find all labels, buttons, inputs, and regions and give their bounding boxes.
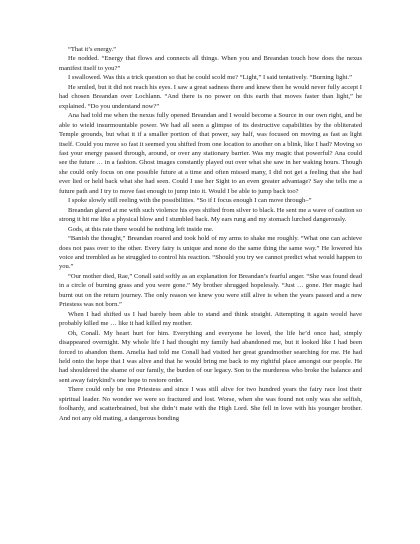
paragraph: “Our mother died, Rae,” Conall said softly as an explanation for Breandan’s fearful anger. “She was found dead in a circle of burning grass and you were gone.” My brother shrugged hopelessly. “Just … gone. Her magic had burnt out on the return journey. The only reason we knew you were still alive is when the years passed and a new Priestess was not born.” [59,272,362,309]
paragraph: I spoke slowly still reeling with the possibilities. “So if I focus enough I can move through–” [68,197,312,205]
paragraph: Breandan glared at me with such violence his eyes shifted from silver to black. He sent me a wave of caution so strong it hit me like a physical blow and I stumbled back. My ears rung and my stomach lurched dangerously. [59,206,362,224]
paragraph: When I had shifted us I had barely been able to stand and think straight. Attempting it again would have probably killed me … like it had killed my mother. [59,310,362,328]
paragraph: Oh, Conall. My heart hurt for him. Everything and everyone he loved, the life he’d once had, simply disappeared overnight. My whole life I had thought my family had abandoned me, but it looked like I had been forced to abandon them. Amelia had told me Conall had visited her great grandmother searching for me. He had held onto the hope that I was alive and that he would bring me back to my rightful place amongst our people. He had shouldered the shame of our family, the burden of our legacy. Son to the murderess who broke the balance and sent away fairykind’s one hope to restore order. [59,329,362,384]
paragraph: He nodded. “Energy that flows and connects all things. When you and Breandan touch how does the nexus manifest itself to you?” [59,55,362,72]
paragraph: “Banish the thought,” Breandan roared and took hold of my arms to shake me roughly. “What one can achieve does not pass over to the other. Every fairy is unique and none do the same thing the same way.” He lowered his voice and trembled as he struggled to control his reaction. “Should you try we cannot predict what would happen to you.” [59,235,362,271]
paragraph: I swallowed. Was this a trick question so that he could scold me? “Light,” I said tentatively. “Burning light.” [68,74,353,82]
paragraph: Gods, at this rate there would be nothing left inside me. [68,225,214,233]
paragraph: Ana had told me when the nexus fully opened Breandan and I would become a Source in our own right, and be able to wield insurmountable power. We had all seen a glimpse of its destructive capabilities by the obliterated Temple grounds, but what it if a smaller portion of that power, say half, was focused on moving as fast as light itself. Could you move so fast it seemed you shifted from one location to another on a blink, like I had? Moving so fast your energy passed through, around, or over any stationary barrier. Was my magic that powerful? Ana could see the future … in a fashion. Ghost images constantly played out over what she saw in her waking hours. Though she could only focus on one possible future at a time and often missed many, I did not get a feeling that she had ever lied or held back what she had seen. Could I use her Sight to an even greater advantage? Say she tells me a future path and I try to move fast enough to jump into it. Would I be able to jump back too? [59,112,362,195]
paragraph: He smiled, but it did not reach his eyes. I saw a great sadness there and knew then he would never fully accept I had chosen Breandan over Lochlann. “And there is no power on this earth that moves faster than light,” he explained. “Do you understand now?” [59,83,362,110]
paragraph: There could only be one Priestess and since I was still alive for two hundred years the fairy race lost their spiritual leader. No wonder we were so fractured and lost. Worse, when she was found not only was she selfish, foolhardy, and scatterbrained, but she didn’t mate with the High Lord. She fell in love with his younger brother. And not any old mating, a dangerous bonding [59,386,362,422]
paragraph: “That it’s energy.” [68,46,116,53]
